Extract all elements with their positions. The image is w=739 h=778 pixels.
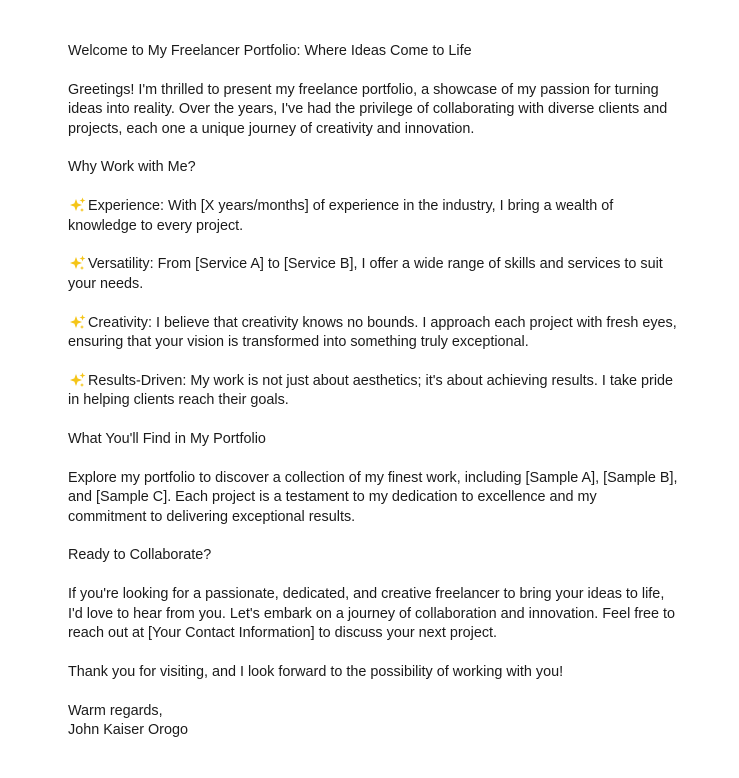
- point-text: Results-Driven: My work is not just about aesthetics; it's about achieving results. I take pride in helping clients reach their goals.: [68, 372, 674, 409]
- portfolio-heading: What You'll Find in My Portfolio: [68, 431, 266, 448]
- portfolio-paragraph: Explore my portfolio to discover a collection of my finest work, including [Sample A], [Sample B], and [Sample C]. Each project is a testament to my dedication to excellence and my commitment to delivering exceptional results.: [68, 469, 678, 525]
- point-text: Versatility: From [Service A] to [Service B], I offer a wide range of skills and services to suit your needs.: [68, 256, 663, 292]
- point-text: Experience: With [X years/months] of experience in the industry, I bring a wealth of knowledge to every project.: [68, 198, 614, 234]
- document-body: [68, 42, 678, 740]
- author-name: John Kaiser Orogo: [68, 722, 188, 739]
- intro-paragraph: Greetings! I'm thrilled to present my freelance portfolio, a showcase of my passion for turning ideas into reality. Over the years, I've had the privilege of collaborating with diverse clients and projects, each one a unique journey of creativity and innovation.: [68, 81, 668, 137]
- point-experience: [68, 197, 678, 236]
- signoff: Warm regards,: [68, 702, 163, 719]
- point-versatility: [68, 255, 678, 294]
- document-title: Welcome to My Freelancer Portfolio: Where Ideas Come to Life: [68, 43, 472, 59]
- thanks-line: Thank you for visiting, and I look forward to the possibility of working with you!: [68, 663, 564, 680]
- point-results-driven: [68, 372, 678, 411]
- collaborate-heading: Ready to Collaborate?: [68, 547, 212, 564]
- why-work-heading: Why Work with Me?: [68, 159, 196, 176]
- collaborate-paragraph: If you're looking for a passionate, dedicated, and creative freelancer to bring your ideas to life, I'd love to hear from you. Let's embark on a journey of collaboration and innovation. Feel free to reach out at [Your Contact Information] to discuss your next project.: [68, 586, 676, 642]
- point-creativity: [68, 314, 678, 353]
- point-text: Creativity: I believe that creativity knows no bounds. I approach each project with fresh eyes, ensuring that your vision is transformed into something truly exceptional.: [68, 314, 677, 351]
